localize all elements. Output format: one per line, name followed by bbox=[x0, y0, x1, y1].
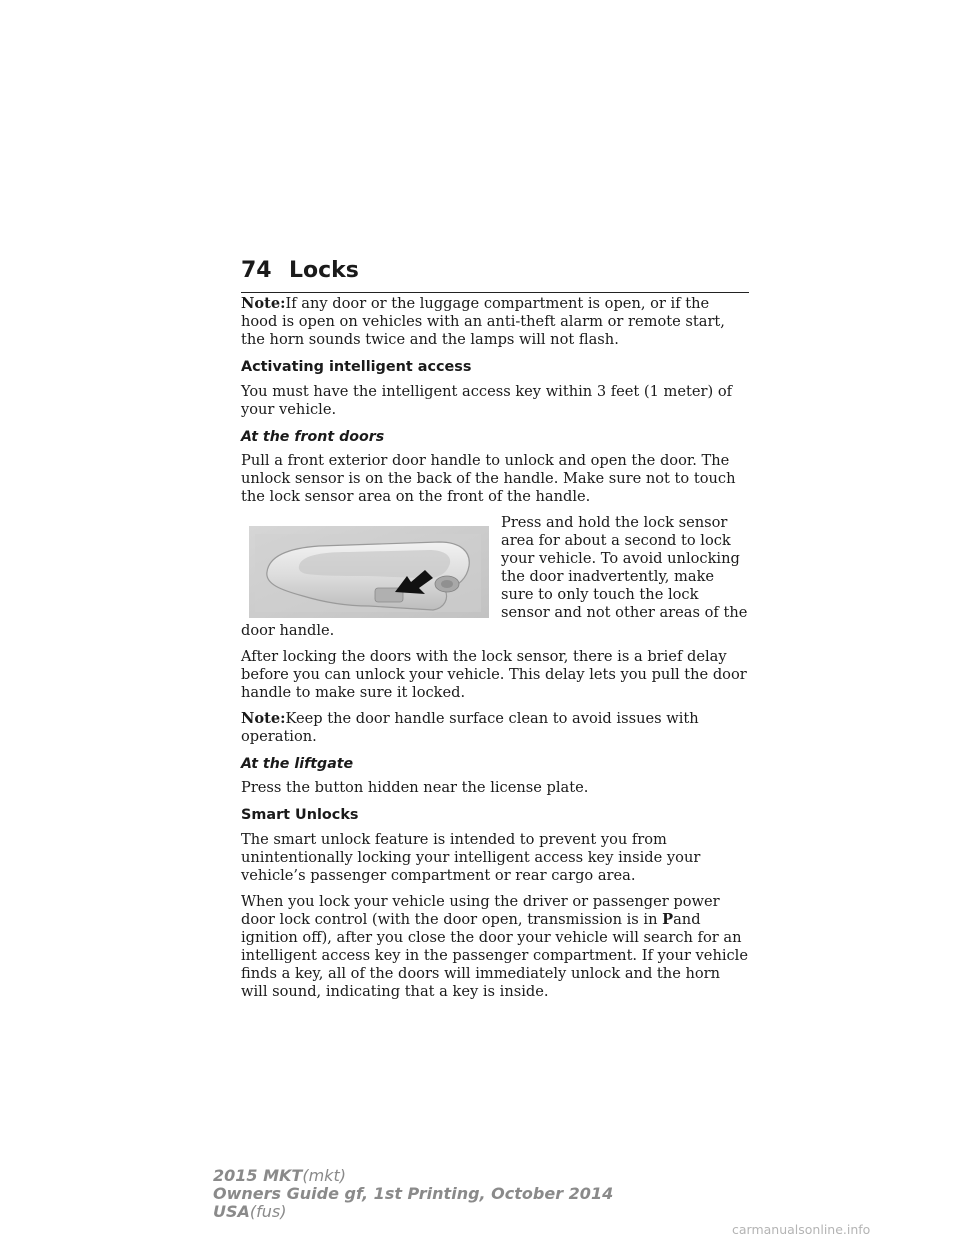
note-label-2: Note: bbox=[241, 710, 286, 727]
heading-activating-intelligent-access: Activating intelligent access bbox=[241, 359, 472, 375]
when-lock-text-1: When you lock your vehicle using the driver or passenger power door lock control (with the door open, transmission is in bbox=[241, 893, 720, 928]
when-lock-paragraph bbox=[241, 893, 749, 1001]
watermark: carmanualsonline.info bbox=[732, 1222, 871, 1237]
page-footer bbox=[213, 1167, 613, 1221]
footer-model-code: (mkt) bbox=[302, 1166, 346, 1185]
footer-region: USA bbox=[213, 1202, 250, 1221]
press-hold-paragraph: Press and hold the lock sensor area for about a second to lock your vehicle. To avoid unlocking the door inadvertently, make sure to only touch the lock sensor and not other areas of the door handle. bbox=[241, 514, 748, 639]
note-paragraph-2 bbox=[241, 710, 749, 746]
page-header bbox=[241, 258, 749, 293]
footer-region-code: (fus) bbox=[249, 1202, 287, 1221]
heading-liftgate: At the liftgate bbox=[241, 756, 354, 772]
footer-line-3 bbox=[213, 1203, 613, 1221]
when-lock-text-2: and ignition off), after you close the door your vehicle will search for an intelligent access key in the passenger compartment. If your vehicle finds a key, all of the doors will immediately unlock and the horn will sound, indicating that a key is inside. bbox=[241, 911, 748, 1000]
note-text-2: Keep the door handle surface clean to avoid issues with operation. bbox=[241, 710, 699, 745]
page-number: 74 bbox=[241, 258, 272, 283]
heading-front-doors: At the front doors bbox=[241, 429, 385, 445]
activating-paragraph: You must have the intelligent access key within 3 feet (1 meter) of your vehicle. bbox=[241, 383, 733, 418]
front-doors-paragraph: Pull a front exterior door handle to unlock and open the door. The unlock sensor is on the back of the handle. Make sure not to touch the lock sensor area on the front of the handle. bbox=[241, 452, 736, 505]
page-content bbox=[241, 295, 749, 1009]
door-handle-icon bbox=[249, 526, 489, 618]
after-locking-paragraph: After locking the doors with the lock sensor, there is a brief delay before you can unlock your vehicle. This delay lets you pull the door handle to make sure it locked. bbox=[241, 648, 747, 701]
note-label: Note: bbox=[241, 295, 286, 312]
footer-line-1 bbox=[213, 1167, 613, 1185]
smart-unlocks-paragraph: The smart unlock feature is intended to prevent you from unintentionally locking your intelligent access key inside your vehicle’s passenger compartment or rear cargo area. bbox=[241, 831, 701, 884]
note-paragraph bbox=[241, 295, 749, 349]
door-handle-illustration bbox=[249, 526, 489, 618]
footer-model: 2015 MKT bbox=[213, 1166, 303, 1185]
section-title: Locks bbox=[289, 258, 359, 283]
footer-line-2: Owners Guide gf, 1st Printing, October 2014 bbox=[213, 1184, 614, 1203]
heading-smart-unlocks: Smart Unlocks bbox=[241, 807, 359, 823]
liftgate-paragraph: Press the button hidden near the license plate. bbox=[241, 779, 589, 796]
note-text: If any door or the luggage compartment is open, or if the hood is open on vehicles with an anti-theft alarm or remote start, the horn sounds twice and the lamps will not flash. bbox=[241, 295, 725, 348]
gear-p: P bbox=[662, 911, 674, 928]
